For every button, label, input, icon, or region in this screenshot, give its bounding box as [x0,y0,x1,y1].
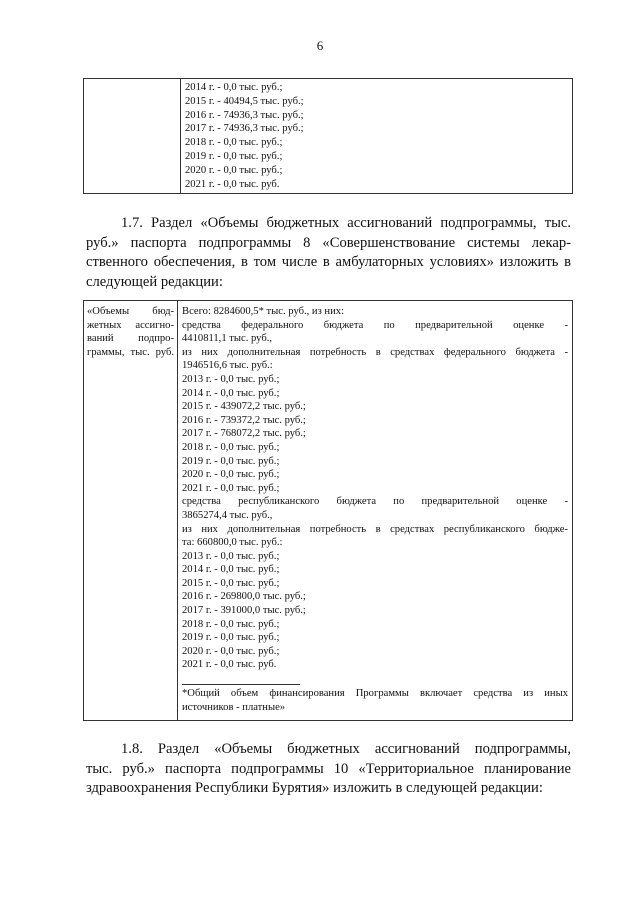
republic-extra-line: та: 660800,0 тыс. руб.: [182,537,283,549]
table1-line: 2014 г. - 0,0 тыс. руб.; [185,82,283,93]
federal-year-line: 2015 г. - 439072,2 тыс. руб.; [182,401,306,413]
table1-line: 2016 г. - 74936,3 тыс. руб.; [185,109,304,121]
left-cell-line: граммы, тыс. руб. [87,346,174,358]
funding-table-subprogram-8 [83,300,573,721]
table1-line: 2020 г. - 0,0 тыс. руб.; [185,164,283,176]
republic-year-line: 2014 г. - 0,0 тыс. руб.; [182,564,280,576]
federal-year-line: 2021 г. - 0,0 тыс. руб.; [182,482,280,494]
paragraph-line: тыс. руб.» паспорта подпрограммы 10 «Территориальное планирование [86,760,571,777]
paragraph-line: руб.» паспорта подпрограммы 8 «Совершенствование системы лекар- [86,234,571,251]
left-cell-line: жетных ассигно- [87,319,174,331]
left-cell-line: «Объемы бюд- [87,306,174,317]
republic-year-line: 2017 г. - 391000,0 тыс. руб.; [182,605,306,617]
federal-year-line: 2014 г. - 0,0 тыс. руб.; [182,387,280,399]
table2-left-cell [84,301,178,721]
republic-year-line: 2019 г. - 0,0 тыс. руб.; [182,632,280,644]
paragraph-line: здравоохранения Республики Бурятия» изложить в следующей редакции: [86,780,543,796]
left-cell-line: ваний подпро- [87,333,174,345]
paragraph-line: следующей редакции: [86,273,223,290]
footnote-line: источников - платные» [182,701,286,713]
republic-year-line: 2015 г. - 0,0 тыс. руб.; [182,577,280,589]
republic-year-line: 2016 г. - 269800,0 тыс. руб.; [182,591,306,603]
table1-line: 2019 г. - 0,0 тыс. руб.; [185,150,283,162]
page-number: 6 [316,38,324,53]
table1-line: 2018 г. - 0,0 тыс. руб.; [185,137,283,149]
total-line: Всего: 8284600,5* тыс. руб., из них: [182,306,345,317]
table1-line: 2021 г. - 0,0 тыс. руб. [185,178,280,190]
republic-year-line: 2013 г. - 0,0 тыс. руб.; [182,550,280,562]
table1-line: 2015 г. - 40494,5 тыс. руб.; [185,95,304,107]
footnote-line: *Общий объем финансирования Программы включает средства из иных [182,688,568,700]
republic-year-line: 2018 г. - 0,0 тыс. руб.; [182,618,280,630]
federal-extra-line: 1946516,6 тыс. руб.: [182,360,273,372]
republic-year-line: 2021 г. - 0,0 тыс. руб. [182,659,277,671]
paragraph-line: 1.8. Раздел «Объемы бюджетных ассигнований подпрограммы, [121,741,571,757]
footnote-separator [182,684,300,685]
federal-year-line: 2019 г. - 0,0 тыс. руб.; [182,455,280,467]
funding-table-continued [83,78,573,194]
federal-extra-line: из них дополнительная потребность в средствах федерального бюджета - [182,346,568,358]
federal-year-line: 2018 г. - 0,0 тыс. руб.; [182,441,280,453]
table1-right-cell [181,79,573,194]
republic-line: 3865274,4 тыс. руб., [182,509,273,521]
paragraph-line: 1.7. Раздел «Объемы бюджетных ассигнований подпрограммы, тыс. [121,215,571,231]
paragraph-1-8 [86,740,571,799]
paragraph-line: ственного обеспечения, в том числе в амбулаторных условиях» изложить в [86,254,571,270]
republic-line: средства республиканского бюджета по предварительной оценке - [182,496,568,508]
federal-line: средства федерального бюджета по предварительной оценке - [182,319,568,331]
federal-year-line: 2013 г. - 0,0 тыс. руб.; [182,373,280,385]
federal-year-line: 2017 г. - 768072,2 тыс. руб.; [182,428,306,440]
republic-year-line: 2020 г. - 0,0 тыс. руб.; [182,645,280,657]
federal-year-line: 2020 г. - 0,0 тыс. руб.; [182,469,280,481]
table1-line: 2017 г. - 74936,3 тыс. руб.; [185,123,304,135]
republic-extra-line: из них дополнительная потребность в средствах республиканского бюдже- [182,523,568,535]
table2-right-cell [178,301,573,721]
federal-year-line: 2016 г. - 739372,2 тыс. руб.; [182,414,306,426]
paragraph-1-7 [86,214,571,292]
federal-line: 4410811,1 тыс. руб., [182,333,273,345]
table1-left-cell [84,79,181,194]
